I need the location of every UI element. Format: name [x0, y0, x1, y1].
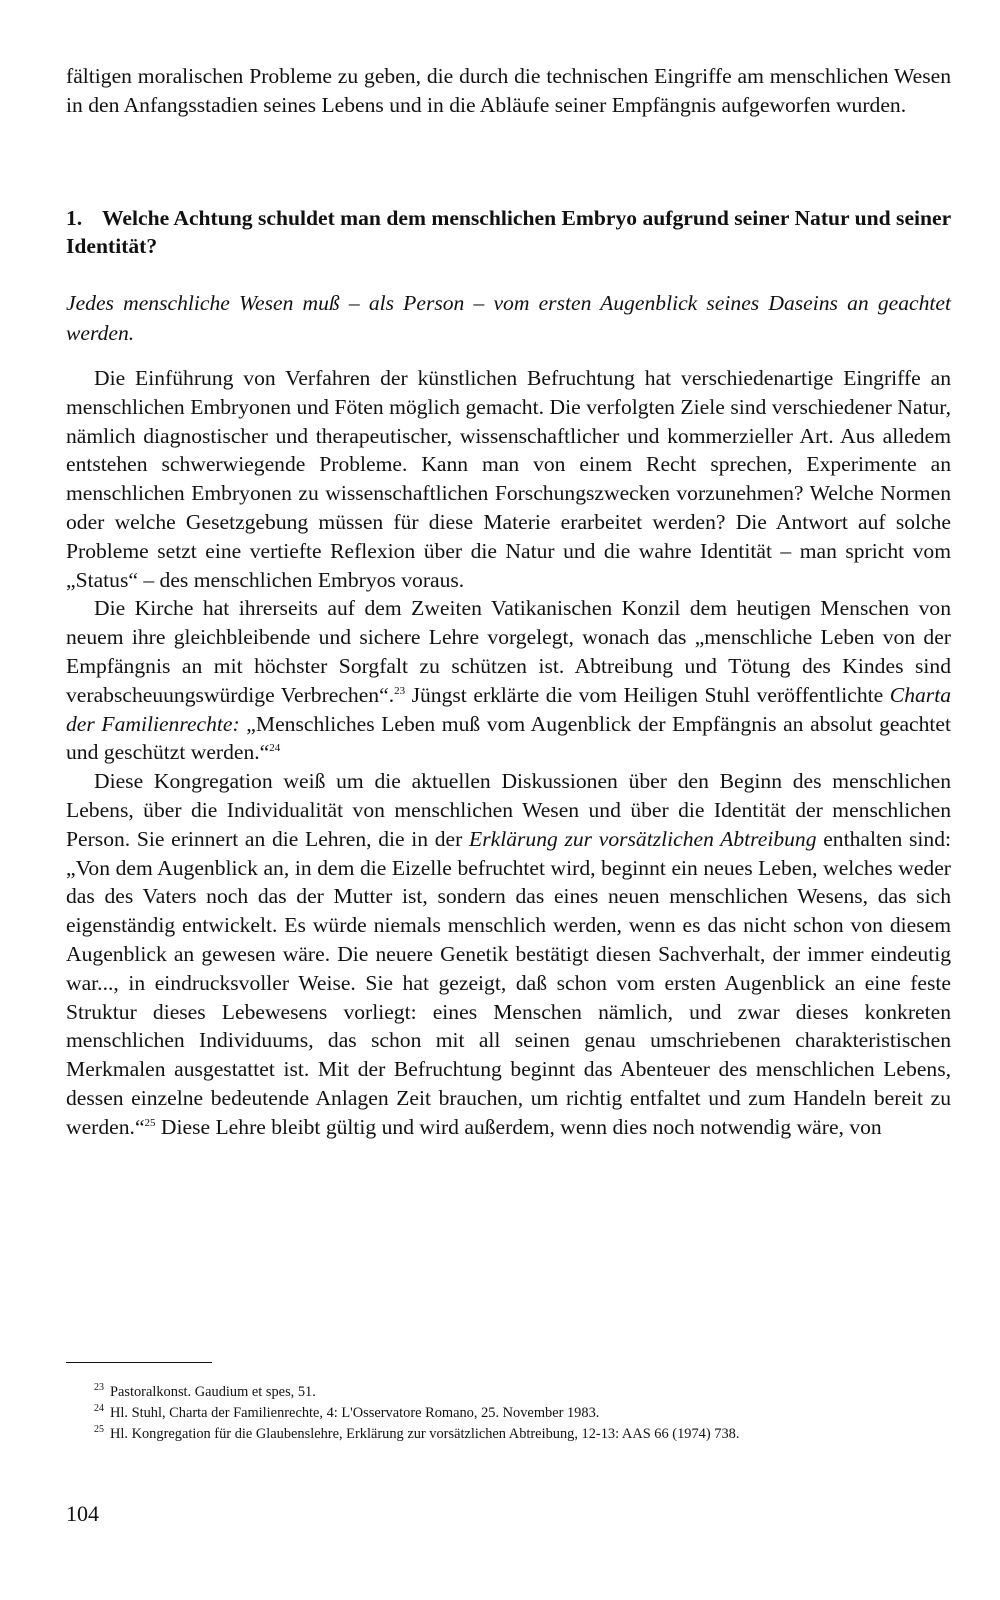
- section-heading: [66, 204, 951, 260]
- footnote-23: 23 Pastoralkonst. Gaudium et spes, 51.: [94, 1382, 316, 1400]
- footnote-text: Hl. Kongregation für die Glaubenslehre, Erklärung zur vorsätzlichen Abtreibung, 12-13: AAS 66 (1974) 738.: [110, 1426, 740, 1442]
- para2-text-a: Die Kirche hat ihrerseits auf dem Zweiten Vatikanischen Konzil dem heutigen Menschen von neuem ihre gleichbleibende und sichere Lehre vorgelegt, wonach das „menschliche Leben von der Empfängnis an mit höchster Sorgfalt zu schützen ist. Abtreibung und Tötung des Kindes sind verabscheuungswürdige Verbrechen“.: [66, 596, 951, 707]
- para2-text-c: „Menschliches Leben muß vom Augenblick der Empfängnis an absolut geachtet und geschützt werden.“: [66, 711, 951, 765]
- section-title: Welche Achtung schuldet man dem menschlichen Embryo aufgrund seiner Natur und seiner Identität?: [66, 206, 951, 258]
- lead-statement: Jedes menschliche Wesen muß – als Person – vom ersten Augenblick seines Daseins an geachtet werden.: [66, 291, 951, 345]
- para2-italic-title: Charta der Familienrechte:: [66, 682, 951, 736]
- intro-paragraph: [66, 62, 951, 120]
- footnote-24: 24 Hl. Stuhl, Charta der Familienrechte, 4: L'Osservatore Romano, 25. November 1983.: [94, 1403, 600, 1421]
- intro-text: fältigen moralischen Probleme zu geben, die durch die technischen Eingriffe am menschlichen Wesen in den Anfangsstadien seines Lebens und in die Abläufe seiner Empfängnis aufgeworfen wurden.: [66, 64, 951, 117]
- para3-text-a: Diese Kongregation weiß um die aktuellen Diskussionen über den Beginn des menschlichen Lebens, über die Individualität von menschlichen Wesen und über die Identität der menschlichen Person. Sie erinnert an die Lehren, die in der: [66, 769, 951, 851]
- footnote-ref-23: 23: [394, 684, 406, 697]
- para2-text-b: Jüngst erklärte die vom Heiligen Stuhl veröffentlichte: [405, 682, 890, 707]
- para3-italic-title: Erklärung zur vorsätzlichen Abtreibung: [469, 826, 817, 851]
- body-text: [66, 364, 951, 1142]
- page-number: 104: [66, 1501, 99, 1526]
- footnotes: [66, 1382, 951, 1445]
- para3-text-c: Diese Lehre bleibt gültig und wird außerdem, wenn dies noch notwendig wäre, von: [155, 1114, 882, 1139]
- footnote-ref-24: 24: [269, 742, 281, 755]
- paragraph-2: [66, 594, 951, 767]
- paragraph-1: Die Einführung von Verfahren der künstlichen Befruchtung hat verschiedenartige Eingriffe an menschlichen Embryonen und Föten möglich gemacht. Die verfolgten Ziele sind verschiedener Natur, nämlich diagnostischer und therapeutischer, wissenschaftlicher und kommerzieller Art. Aus alledem entstehen schwerwiegende Probleme. Kann man von einem Recht sprechen, Experimente an menschlichen Embryonen zu wissenschaftlichen Forschungszwecken vorzunehmen? Welche Normen oder welche Gesetzgebung müssen für diese Materie erarbeitet werden? Die Antwort auf solche Probleme setzt eine vertiefte Reflexion über die Natur und die wahre Identität – man spricht vom „Status“ – des menschlichen Embryos voraus.: [66, 366, 951, 592]
- section-number: 1.: [66, 206, 83, 230]
- footnote-divider: [66, 1362, 212, 1363]
- footnote-ref-25: 25: [144, 1116, 156, 1129]
- paragraph-3: [66, 767, 951, 1141]
- footnote-text: Hl. Stuhl, Charta der Familienrechte, 4: L'Osservatore Romano, 25. November 1983.: [110, 1405, 600, 1421]
- para3-text-b: enthalten sind: „Von dem Augenblick an, in dem die Eizelle befruchtet wird, beginnt ein neues Leben, welches weder das des Vaters noch das der Mutter ist, sondern das eines neuen menschlichen Wesens, das sich eigenständig entwickelt. Es würde niemals menschlich werden, wenn es das nicht schon von diesem Augenblick an gewesen wäre. Die neuere Genetik bestätigt diesen Sachverhalt, der immer eindeutig war..., in eindrucksvoller Weise. Sie hat gezeigt, daß schon vom ersten Augenblick an eine feste Struktur dieses Lebewesens vorliegt: eines Menschen nämlich, und zwar dieses konkreten menschlichen Individuums, das schon mit all seinen genau umschriebenen charakteristischen Merkmalen ausgestattet ist. Mit der Befruchtung beginnt das Abenteuer des menschlichen Lebens, dessen einzelne bedeutende Anlagen Zeit brauchen, um richtig entfaltet und zum Handeln bereit zu werden.“: [66, 826, 952, 1139]
- footnote-25: 25 Hl. Kongregation für die Glaubenslehre, Erklärung zur vorsätzlichen Abtreibung, 12-13: AAS 66 (1974) 738.: [94, 1424, 740, 1442]
- footnote-text: Pastoralkonst. Gaudium et spes, 51.: [110, 1384, 316, 1400]
